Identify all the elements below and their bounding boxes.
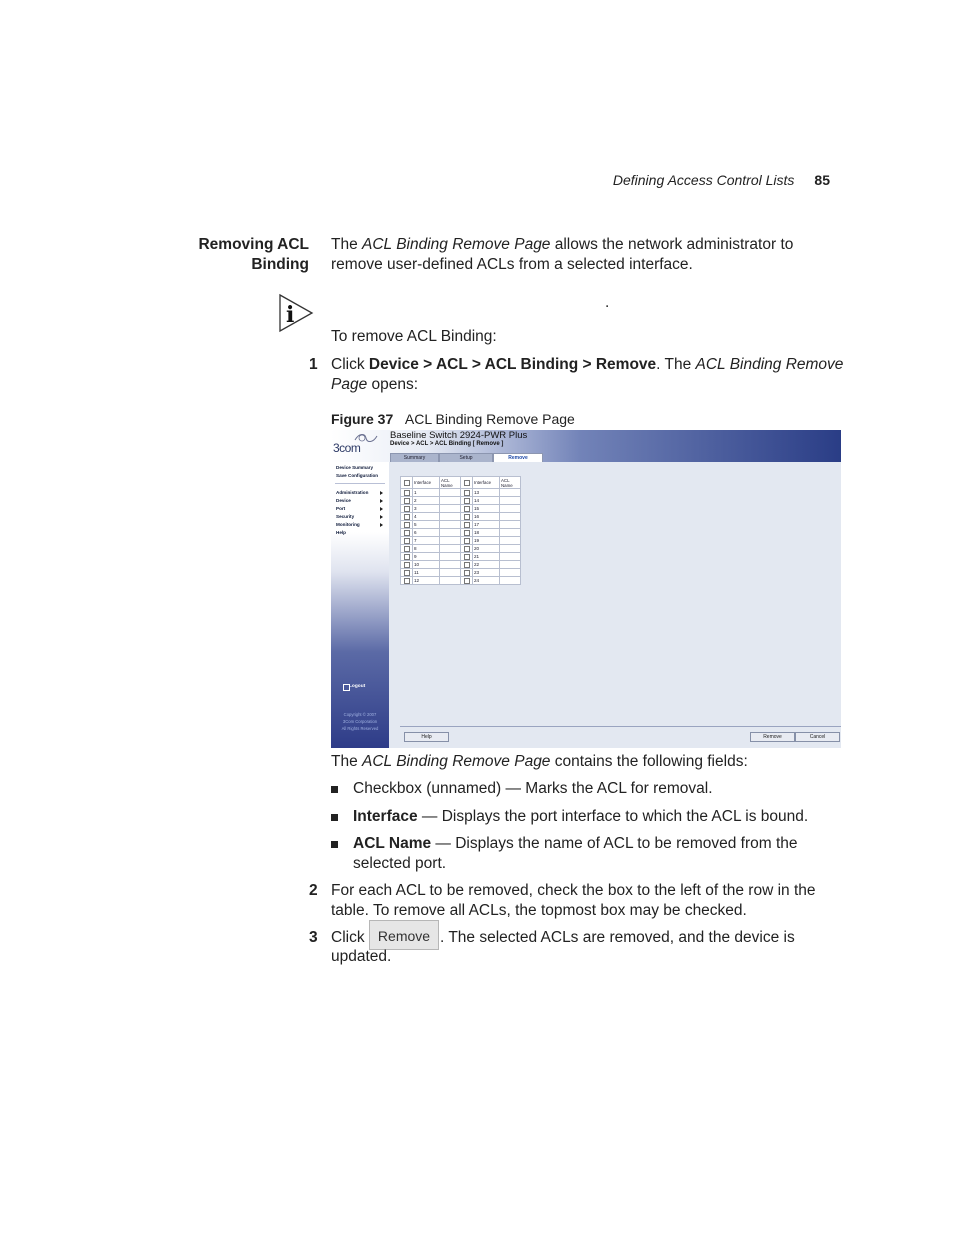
interface-cell: 3 — [413, 505, 440, 513]
intro-text: The — [331, 236, 363, 253]
acl-name-cell — [500, 569, 521, 577]
field-item-interface — [353, 807, 808, 827]
row-checkbox[interactable] — [464, 490, 470, 496]
step3-click: Click — [331, 929, 365, 946]
interface-cell: 22 — [473, 561, 500, 569]
acl-name-cell — [500, 577, 521, 585]
sidebar-item-administration[interactable]: Administration — [336, 490, 369, 495]
table-row — [401, 489, 521, 497]
acl-name-cell — [440, 529, 461, 537]
field-name: ACL Name — [353, 835, 432, 852]
section-heading-line1: Removing ACL — [198, 236, 309, 253]
checkbox-cell — [461, 521, 473, 529]
interface-cell: 11 — [413, 569, 440, 577]
sidebar-device-summary[interactable]: Device Summary — [336, 465, 374, 470]
acl-remove-screenshot — [331, 430, 841, 748]
header-acl-name-left: ACL Name — [440, 477, 461, 489]
table-row — [401, 497, 521, 505]
step3-line2: updated. — [331, 948, 392, 965]
checkbox-cell — [401, 521, 413, 529]
row-checkbox[interactable] — [404, 498, 410, 504]
row-checkbox[interactable] — [464, 506, 470, 512]
field-item-acl-name — [353, 834, 798, 873]
interface-cell: 7 — [413, 537, 440, 545]
running-header — [560, 172, 830, 188]
figure-caption-text: ACL Binding Remove Page — [404, 411, 575, 427]
acl-name-cell — [440, 561, 461, 569]
acl-name-cell — [440, 521, 461, 529]
checkbox-cell — [461, 569, 473, 577]
checkbox-cell — [401, 513, 413, 521]
field-description: — Displays the name of ACL to be removed from the — [431, 835, 798, 852]
remove-button-image: Remove — [369, 920, 439, 950]
tab-setup[interactable]: Setup — [439, 453, 493, 462]
step2-text — [331, 881, 851, 920]
acl-name-cell — [500, 489, 521, 497]
figure-caption — [331, 411, 575, 427]
interface-cell: 16 — [473, 513, 500, 521]
interface-cell: 5 — [413, 521, 440, 529]
acl-name-cell — [500, 505, 521, 513]
copyright-line1: Copyright © 2007 — [343, 712, 377, 717]
acl-name-cell — [440, 505, 461, 513]
row-checkbox[interactable] — [404, 522, 410, 528]
step2-number: 2 — [309, 882, 318, 899]
sidebar-divider — [335, 483, 385, 484]
sidebar-item-monitoring[interactable]: Monitoring — [336, 522, 360, 527]
sidebar — [331, 462, 389, 748]
table-row — [401, 561, 521, 569]
table-row — [401, 569, 521, 577]
interface-cell: 21 — [473, 553, 500, 561]
checkbox-cell — [401, 561, 413, 569]
interface-cell: 19 — [473, 537, 500, 545]
acl-name-cell — [440, 513, 461, 521]
header-acl-name-right: ACL Name — [500, 477, 521, 489]
fields-intro-page-name: ACL Binding Remove Page — [362, 753, 551, 770]
interface-cell: 13 — [473, 489, 500, 497]
row-checkbox[interactable] — [464, 538, 470, 544]
row-checkbox[interactable] — [404, 538, 410, 544]
table-row — [401, 513, 521, 521]
acl-name-cell — [440, 537, 461, 545]
interface-cell: 17 — [473, 521, 500, 529]
step1-text — [331, 355, 851, 394]
row-checkbox[interactable] — [404, 570, 410, 576]
checkbox-cell — [461, 553, 473, 561]
device-title: Baseline Switch 2924-PWR Plus — [390, 430, 528, 441]
bullet-icon — [331, 814, 338, 821]
interface-cell: 15 — [473, 505, 500, 513]
step3-number: 3 — [309, 929, 318, 946]
intro-line2: remove user-defined ACLs from a selected interface. — [331, 255, 693, 273]
checkbox-cell — [401, 537, 413, 545]
acl-name-cell — [440, 497, 461, 505]
acl-name-cell — [500, 537, 521, 545]
checkbox-cell — [401, 489, 413, 497]
fields-intro — [331, 752, 748, 772]
logo-swirl-icon — [353, 432, 379, 444]
row-checkbox[interactable] — [404, 546, 410, 552]
row-checkbox[interactable] — [464, 554, 470, 560]
header-interface-left: Interface — [413, 477, 440, 489]
sidebar-item-help[interactable]: Help — [336, 530, 346, 535]
fields-intro-text: The — [331, 753, 363, 770]
checkbox-cell — [401, 569, 413, 577]
checkbox-cell — [461, 577, 473, 585]
help-button[interactable]: Help — [404, 732, 449, 742]
row-checkbox[interactable] — [464, 562, 470, 568]
checkbox-cell — [461, 537, 473, 545]
row-checkbox[interactable] — [404, 530, 410, 536]
interface-cell: 6 — [413, 529, 440, 537]
checkbox-cell — [401, 577, 413, 585]
intro-paragraph — [331, 235, 851, 274]
sidebar-item-security[interactable]: Security — [336, 514, 355, 519]
checkbox-cell — [401, 553, 413, 561]
field-item-checkbox — [353, 779, 713, 799]
table-row — [401, 537, 521, 545]
running-title: Defining Access Control Lists — [612, 172, 795, 188]
checkbox-cell — [461, 513, 473, 521]
table-row — [401, 553, 521, 561]
intro-text-cont: allows the network administrator to — [550, 236, 794, 253]
acl-name-cell — [440, 577, 461, 585]
acl-name-cell — [500, 545, 521, 553]
field-name: Interface — [353, 808, 418, 825]
step3-line1: . The selected ACLs are removed, and the device is — [440, 929, 795, 946]
interface-cell: 23 — [473, 569, 500, 577]
acl-name-cell — [500, 521, 521, 529]
acl-name-cell — [440, 553, 461, 561]
fields-intro-end: contains the following fields: — [550, 753, 748, 770]
interface-cell: 9 — [413, 553, 440, 561]
table-row — [401, 521, 521, 529]
table-row — [401, 577, 521, 585]
sidebar-item-device[interactable]: Device — [336, 498, 351, 503]
row-checkbox[interactable] — [404, 554, 410, 560]
interface-cell: 4 — [413, 513, 440, 521]
select-all-checkbox-right[interactable] — [464, 480, 470, 486]
step2-line2: table. To remove all ACLs, the topmost box may be checked. — [331, 901, 747, 919]
logout-link[interactable]: Logout — [349, 684, 366, 689]
step2-line1: For each ACL to be removed, check the box to the left of the row in the — [331, 882, 816, 899]
device-arrow-icon — [380, 499, 383, 503]
note-text: . — [605, 294, 610, 311]
sidebar-save-configuration[interactable]: Save Configuration — [336, 473, 379, 478]
cancel-button[interactable]: Cancel — [795, 732, 840, 742]
interface-cell: 12 — [413, 577, 440, 585]
bullet-icon — [331, 786, 338, 793]
interface-cell: 24 — [473, 577, 500, 585]
procedure-intro: To remove ACL Binding: — [331, 328, 497, 345]
bullet-icon — [331, 841, 338, 848]
field-description-cont: selected port. — [353, 854, 447, 872]
interface-cell: 1 — [413, 489, 440, 497]
monitoring-arrow-icon — [380, 523, 383, 527]
field-description: Checkbox (unnamed) — Marks the ACL for removal. — [353, 780, 713, 797]
acl-name-cell — [500, 529, 521, 537]
row-checkbox[interactable] — [404, 490, 410, 496]
interface-cell: 8 — [413, 545, 440, 553]
field-description: — Displays the port interface to which the ACL is bound. — [417, 808, 809, 825]
table-row — [401, 529, 521, 537]
row-checkbox[interactable] — [404, 506, 410, 512]
tab-summary[interactable]: Summary — [390, 453, 439, 462]
acl-name-cell — [440, 545, 461, 553]
step1-page-name: ACL Binding Remove — [695, 356, 844, 373]
figure-label: Figure 37 — [331, 411, 394, 427]
acl-name-cell — [500, 497, 521, 505]
row-checkbox[interactable] — [404, 562, 410, 568]
row-checkbox[interactable] — [464, 522, 470, 528]
interface-cell: 2 — [413, 497, 440, 505]
button-bar-divider — [400, 726, 841, 727]
step1-menu-path: Device > ACL > ACL Binding > Remove — [368, 356, 657, 373]
checkbox-cell — [461, 561, 473, 569]
row-checkbox[interactable] — [404, 514, 410, 520]
svg-text:i: i — [286, 302, 295, 328]
step1-end: opens: — [367, 375, 419, 393]
sidebar-item-port[interactable]: Port — [336, 506, 346, 511]
checkbox-cell — [461, 545, 473, 553]
tab-remove[interactable]: Remove — [493, 453, 543, 462]
acl-name-cell — [500, 513, 521, 521]
step1-mid: . The — [656, 356, 696, 373]
interface-cell: 14 — [473, 497, 500, 505]
page-number: 85 — [814, 172, 830, 188]
step1-click: Click — [331, 356, 369, 373]
info-note-icon — [278, 293, 314, 338]
acl-name-cell — [440, 489, 461, 497]
checkbox-cell — [401, 529, 413, 537]
intro-page-name: ACL Binding Remove Page — [362, 236, 551, 253]
acl-name-cell — [440, 569, 461, 577]
checkbox-cell — [401, 505, 413, 513]
select-all-cell-right — [461, 477, 473, 489]
row-checkbox[interactable] — [464, 546, 470, 552]
copyright-line3: All Rights Reserved — [341, 726, 379, 731]
step1-number: 1 — [309, 356, 318, 373]
acl-binding-table — [400, 476, 521, 585]
copyright-line2: 3Com Corporation — [342, 719, 378, 724]
table-row — [401, 545, 521, 553]
section-heading-line2: Binding — [251, 255, 309, 273]
checkbox-cell — [461, 529, 473, 537]
row-checkbox[interactable] — [464, 578, 470, 584]
section-heading — [160, 235, 309, 274]
acl-name-cell — [500, 553, 521, 561]
header-interface-right: Interface — [473, 477, 500, 489]
administration-arrow-icon — [380, 491, 383, 495]
interface-cell: 20 — [473, 545, 500, 553]
brand-logo: 3com — [333, 441, 361, 455]
checkbox-cell — [461, 497, 473, 505]
select-all-cell — [401, 477, 413, 489]
row-checkbox[interactable] — [464, 514, 470, 520]
row-checkbox[interactable] — [464, 570, 470, 576]
step1-page-name-cont: Page — [331, 375, 368, 393]
table-header-row — [401, 477, 521, 489]
row-checkbox[interactable] — [404, 578, 410, 584]
checkbox-cell — [461, 505, 473, 513]
checkbox-cell — [461, 489, 473, 497]
breadcrumb: Device > ACL > ACL Binding [ Remove ] — [390, 441, 504, 447]
checkbox-cell — [401, 497, 413, 505]
port-arrow-icon — [380, 507, 383, 511]
row-checkbox[interactable] — [464, 498, 470, 504]
interface-cell: 10 — [413, 561, 440, 569]
select-all-checkbox[interactable] — [404, 480, 410, 486]
checkbox-cell — [401, 545, 413, 553]
acl-name-cell — [500, 561, 521, 569]
row-checkbox[interactable] — [464, 530, 470, 536]
remove-button[interactable]: Remove — [750, 732, 795, 742]
interface-cell: 18 — [473, 529, 500, 537]
table-row — [401, 505, 521, 513]
security-arrow-icon — [380, 515, 383, 519]
